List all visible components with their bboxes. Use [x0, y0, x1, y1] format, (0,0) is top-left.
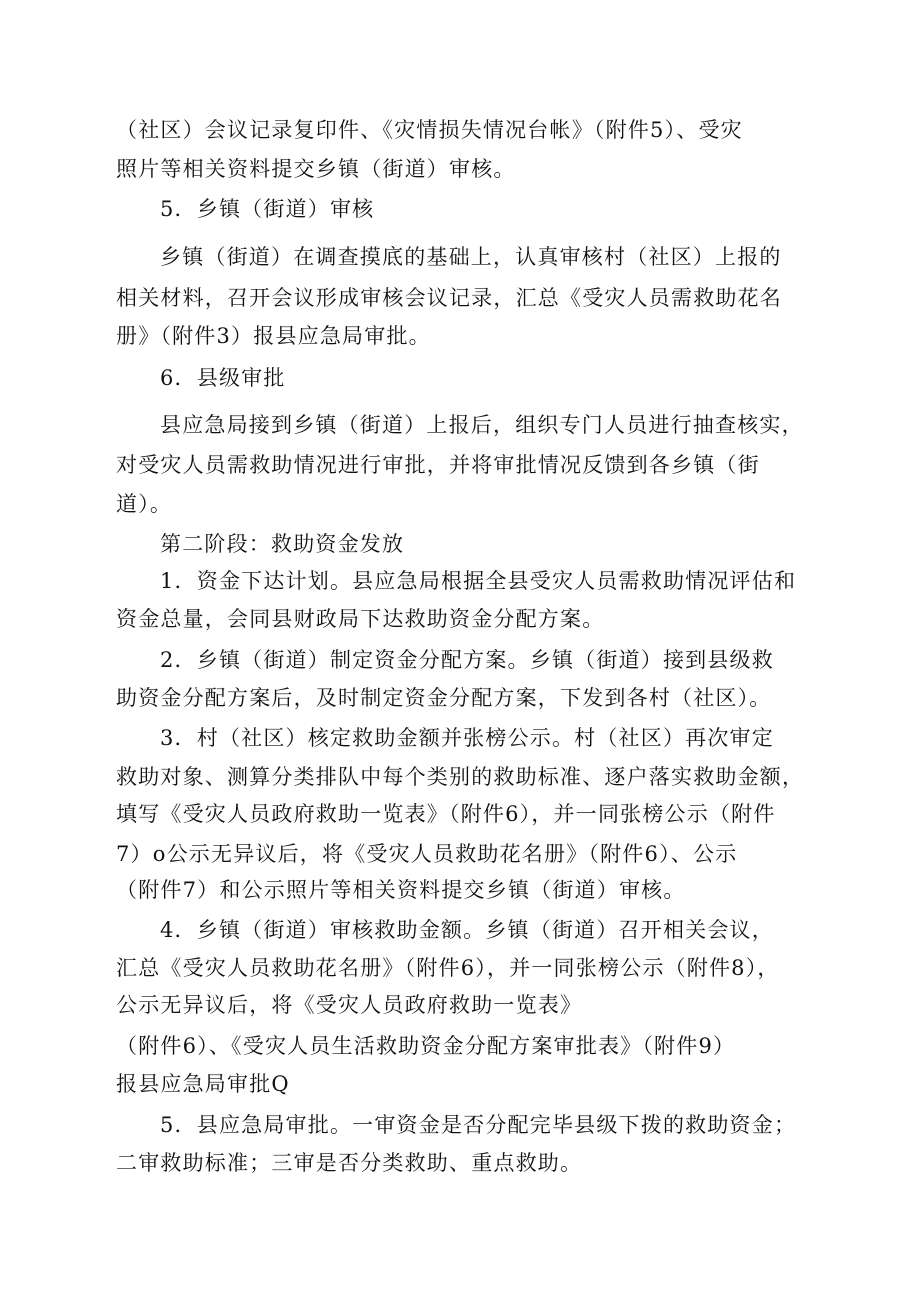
text-line: 2．乡镇（街道）制定资金分配方案。乡镇（街道）接到县级救 — [160, 648, 774, 672]
text-line: 3．村（社区）核定救助金额并张榜公示。村（社区）再次审定 — [160, 726, 774, 750]
text-line: 二审救助标准；三审是否分类救助、重点救助。 — [116, 1151, 583, 1175]
text-line: 7）o公示无异议后，将《受灾人员救助花名册》（附件6）、公示 — [116, 842, 738, 866]
section-heading: 5．乡镇（街道）审核 — [160, 197, 375, 221]
text-line: 道）。 — [116, 492, 173, 516]
text-line: （附件6）、《受灾人员生活救助资金分配方案审批表》（附件9） — [116, 1034, 736, 1058]
text-line: 汇总《受灾人员救助花名册》（附件6），并一同张榜公示（附件8）， — [116, 956, 780, 980]
section-heading: 6．县级审批 — [160, 366, 286, 390]
text-line: （附件7）和公示照片等相关资料提交乡镇（街道）审核。 — [116, 878, 686, 902]
text-line: 对受灾人员需救助情况进行审批，并将审批情况反馈到各乡镇（街 — [116, 453, 760, 477]
text-line: 相关材料，召开会议形成审核会议记录，汇总《受灾人员需救助花名 — [116, 286, 782, 310]
text-line: 乡镇（街道）在调查摸底的基础上，认真审核村（社区）上报的 — [160, 245, 782, 269]
text-line: （社区）会议记录复印件、《灾情损失情况台帐》（附件5）、受灾 — [116, 118, 743, 142]
text-line: 填写《受灾人员政府救助一览表》（附件6），并一同张榜公示（附件 — [116, 802, 776, 826]
text-line: 助资金分配方案后，及时制定资金分配方案，下发到各村（社区）。 — [116, 686, 772, 710]
text-line: 1．资金下达计划。县应急局根据全县受灾人员需救助情况评估和 — [160, 569, 797, 593]
text-line: 公示无异议后，将《受灾人员政府救助一览表》 — [116, 993, 583, 1017]
text-line: 报县应急局审批Q — [116, 1072, 290, 1096]
text-line: 4．乡镇（街道）审核救助金额。乡镇（街道）召开相关会议， — [160, 918, 774, 942]
text-line: 县应急局接到乡镇（街道）上报后，组织专门人员进行抽查核实， — [160, 413, 804, 437]
text-line: 册》（附件3）报县应急局审批。 — [116, 324, 431, 348]
text-line: 资金总量，会同县财政局下达救助资金分配方案。 — [116, 607, 605, 631]
text-line: 救助对象、测算分类排队中每个类别的救助标准、逐户落实救助金额， — [116, 765, 805, 789]
section-heading: 第二阶段：救助资金发放 — [160, 532, 405, 556]
text-line: 照片等相关资料提交乡镇（街道）审核。 — [116, 157, 516, 181]
text-line: 5．县应急局审批。一审资金是否分配完毕县级下拨的救助资金； — [160, 1113, 797, 1137]
